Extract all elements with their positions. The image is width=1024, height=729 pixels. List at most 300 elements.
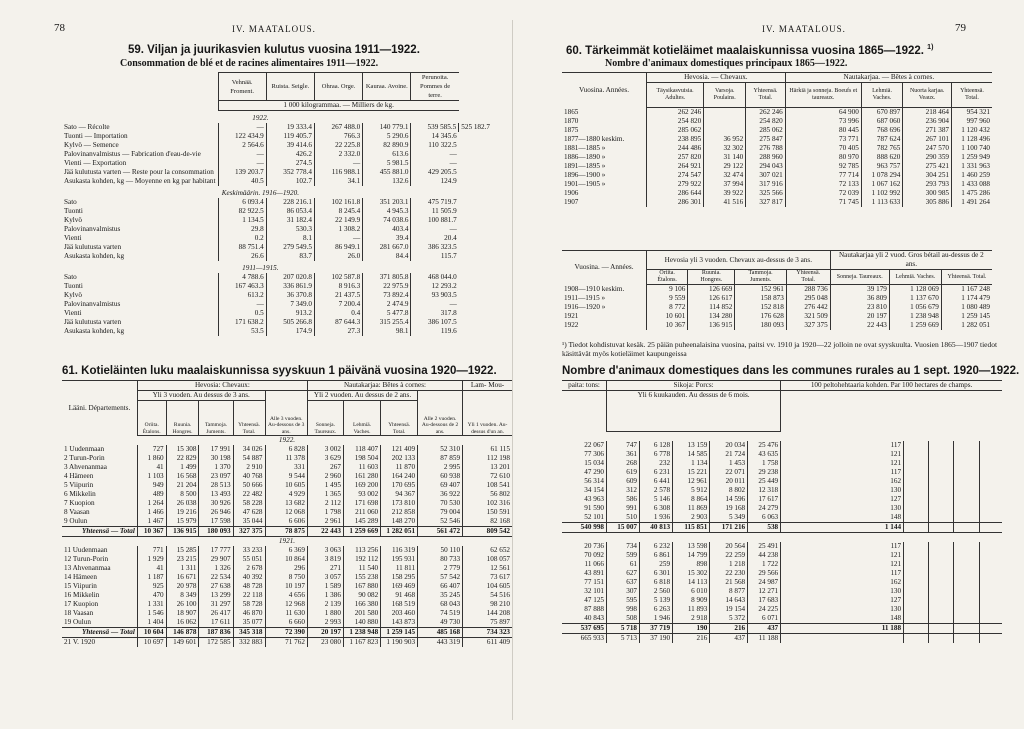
table-61b-value: 747 — [607, 441, 640, 450]
table-60-value: 29 122 — [704, 162, 746, 171]
table-61b-total-value — [929, 522, 954, 532]
table-61b-header-sheep: paita: tons: — [562, 381, 607, 391]
table-60-value — [704, 126, 746, 135]
table-61b-value — [929, 441, 954, 450]
table-61b-value: 20 736 — [584, 541, 604, 550]
table-61-value: 11 540 — [343, 564, 380, 573]
table-60-value: 274 547 — [647, 171, 704, 180]
table-61b-value — [929, 450, 954, 459]
table-61b-total-value: 538 — [748, 522, 781, 532]
row-name: Hämeen — [69, 472, 94, 480]
table-59-value: 5 290.6 — [363, 132, 411, 141]
table-61b-value: 437 — [710, 633, 748, 643]
table-61-total-value: 78 875 — [265, 527, 307, 537]
table-59-value: 351 203.1 — [363, 198, 411, 207]
table-61-row-label — [62, 564, 137, 573]
table-61b-value — [929, 587, 954, 596]
table-61b-value: 22 067 — [584, 440, 604, 449]
table-61b-total-value: 216 — [710, 623, 748, 633]
table-61-value: 150 591 — [463, 508, 512, 517]
table-61-value: 56 802 — [463, 490, 512, 499]
table-61-value: 203 460 — [381, 609, 418, 618]
table-61b-value: 5 713 — [607, 633, 640, 643]
table-61b-total-row — [562, 522, 1002, 532]
table-61-value: 1 404 — [137, 618, 166, 628]
table-61b-value: 216 — [673, 633, 710, 643]
table-61-value: 26 417 — [199, 609, 233, 618]
table-61-total-value: 187 836 — [199, 628, 233, 638]
table-61-row-label — [62, 573, 137, 582]
page-number-left: 78 — [54, 22, 65, 34]
table-61-header-blank — [418, 391, 463, 401]
table-61-value: 1 365 — [307, 490, 343, 499]
table-61-value: 4 929 — [265, 490, 307, 499]
table-61-value: 40 768 — [233, 472, 265, 481]
row-number: 5 — [64, 481, 70, 489]
table-61-value: 71 762 — [265, 638, 307, 648]
table-60-col-header: Lehmiä. Vaches. — [861, 83, 902, 108]
table-60-value: 247 570 — [903, 144, 952, 153]
table-60b-value: 1 137 670 — [889, 294, 941, 303]
table-61-row — [62, 564, 512, 573]
table-61-value: 1 326 — [199, 564, 233, 573]
row-number: 11 — [64, 546, 73, 554]
table-59-value: 82 922.5 — [218, 207, 266, 216]
table-61-total-value: 1 259 669 — [343, 527, 380, 537]
row-name: Ahvenanmaa — [72, 564, 111, 572]
table-61b-value: 117 — [781, 468, 904, 477]
table-61b-value — [979, 587, 1002, 596]
table-60b-value: 152 818 — [735, 303, 787, 312]
table-61b-row — [562, 477, 1002, 486]
table-61-value: 1 311 — [166, 564, 199, 573]
table-61-value: 1 546 — [137, 609, 166, 618]
table-61-value: 2 678 — [233, 564, 265, 573]
row-number: 13 — [64, 564, 73, 572]
table-61b-value — [929, 551, 954, 560]
table-61b-value: 12 271 — [748, 587, 781, 596]
table-59-value: 613.2 — [218, 291, 266, 300]
table-60b-value: 20 197 — [830, 312, 889, 321]
table-61-sub-label: Yhteensä. Total. — [381, 401, 418, 436]
table-61-value: 74 519 — [418, 609, 463, 618]
table-61-total-value: 809 542 — [463, 527, 512, 537]
table-60-value: 73 771 — [785, 135, 861, 144]
table-61-value: 13 682 — [265, 499, 307, 508]
table-60-value — [704, 117, 746, 126]
table-61-value: 23 097 — [199, 472, 233, 481]
row-name: Ahvenanmaa — [69, 463, 107, 471]
table-59-value: 7 200.4 — [314, 300, 362, 309]
table-59-value: 110 322.5 — [411, 141, 459, 150]
table-61b-value: 2 560 — [640, 587, 673, 596]
table-61-value: 1 499 — [166, 463, 199, 472]
table-59-row — [62, 177, 492, 186]
table-61b-value: 29 238 — [748, 468, 781, 477]
table-59-unit-blank — [62, 101, 218, 111]
table-61b-value: 56 314 — [584, 476, 604, 485]
table-59-row-label: Asukasta kohden, kg — Moyenne en kg par habitant — [64, 177, 216, 185]
table-61-row-label — [62, 499, 137, 508]
table-61b-row — [562, 495, 1002, 504]
table-61-value: 41 — [137, 463, 166, 472]
table-59-row-label: Vienti — [64, 234, 82, 242]
table-59-value: 22 149.9 — [314, 216, 362, 225]
table-61-value: 140 880 — [343, 618, 380, 628]
table-61-total-value: 146 878 — [166, 628, 199, 638]
table-61b-value — [979, 578, 1002, 587]
table-60-row-label — [562, 171, 647, 180]
table-61-value: 91 468 — [381, 591, 418, 600]
table-61-row-label — [62, 618, 137, 628]
table-61b-value — [904, 441, 929, 450]
table-61b-total-value — [954, 623, 979, 633]
table-59-value: 115.7 — [411, 252, 459, 261]
table-60-value: 1 259 949 — [952, 153, 993, 162]
table-59-section-label-cell: Keskimäärin. 1916—1920. — [221, 189, 299, 197]
table-61-value: 13 493 — [199, 490, 233, 499]
table-61b-total-value: 540 998 — [562, 522, 607, 532]
table-59-value: 0.2 — [218, 234, 266, 243]
table-60-value: 275 847 — [746, 135, 786, 144]
table-59-row — [62, 234, 492, 243]
table-60-header-1 — [562, 73, 992, 83]
table-59-value: 139 203.7 — [218, 168, 266, 177]
table-61b-value — [929, 504, 954, 513]
year: 1901—1905 — [564, 180, 600, 188]
table-61-row — [62, 582, 512, 591]
table-60b-value: 23 810 — [830, 303, 889, 312]
table-61-value: 54 516 — [463, 591, 512, 600]
table-61-value: 192 112 — [343, 555, 380, 564]
table-61-sub-label: Sonneja. Taureaux. — [307, 401, 343, 436]
table-60-row-label — [562, 126, 647, 135]
table-61b-value — [904, 477, 929, 486]
table-60-value: 262 246 — [647, 108, 704, 118]
year: 1906 — [564, 189, 579, 197]
table-59-value: — — [411, 150, 459, 159]
table-61b-value: 586 — [607, 495, 640, 504]
table-60b-col-header: Sonneja. Taureaux. — [830, 270, 889, 285]
table-59-value: 317.8 — [411, 309, 459, 318]
table-60-row — [562, 108, 992, 118]
table-59-value: 8 916.3 — [314, 282, 362, 291]
table-61-value: 35 245 — [418, 591, 463, 600]
table-61-value: 10 697 — [137, 638, 166, 648]
table-59-value: 26.0 — [314, 252, 362, 261]
table-60-value: 288 960 — [746, 153, 786, 162]
table-59-value: 525 182.7 — [459, 123, 492, 132]
table-60b-value: 276 442 — [786, 303, 830, 312]
table-59-row-label: Sato — [64, 198, 77, 206]
table-61b-value — [979, 441, 1002, 450]
table-61b-value: 6 861 — [640, 551, 673, 560]
table-59-unit: 1 000 kilogrammaa. — Milliers de kg. — [218, 101, 459, 111]
table-61b-value: 37 190 — [640, 633, 673, 643]
table-59-row-label: Kylvö — [64, 216, 82, 224]
table-60-value: 317 916 — [746, 180, 786, 189]
table-59-value: 36 370.8 — [266, 291, 314, 300]
table-60-col-header: Yhteensä. Total. — [952, 83, 993, 108]
table-61b-value — [929, 596, 954, 605]
table-59-row-label: Asukasta kohden, kg — [64, 327, 125, 335]
table-59-row — [62, 123, 492, 132]
table-60-row — [562, 180, 992, 189]
table-61b-value — [929, 569, 954, 578]
table-61-value: 30 926 — [199, 499, 233, 508]
table-61b-value: 77 306 — [584, 449, 604, 458]
table-61-value: 10 197 — [265, 582, 307, 591]
table-59-value: 87 644.3 — [314, 318, 362, 327]
table-61-title: 61. Kotieläinten luku maalaiskunnissa syyskuun 1 päivänä vuosina 1920—1922. — [62, 365, 497, 377]
table-60-value: 71 745 — [785, 198, 861, 207]
table-60-value: 32 302 — [704, 144, 746, 153]
table-59-row — [62, 159, 492, 168]
table-60b-row-label — [562, 303, 647, 312]
table-60-value: 238 895 — [647, 135, 704, 144]
table-61-year-label: 1922. — [278, 436, 296, 444]
table-61-row — [62, 546, 512, 555]
table-59-value: 2 474.9 — [363, 300, 411, 309]
table-60b-value: 1 167 248 — [941, 285, 992, 295]
table-61-value: 15 979 — [166, 517, 199, 527]
table-60b-value: 8 772 — [647, 303, 688, 312]
table-61b-value: 130 — [781, 486, 904, 495]
table-61-value: 1 190 903 — [381, 638, 418, 648]
row-number: 21 — [64, 638, 73, 646]
table-61-value: 1 880 — [307, 609, 343, 618]
table-60-value: 92 785 — [785, 162, 861, 171]
table-61b-row — [562, 587, 1002, 596]
table-61b-value: 1 946 — [640, 614, 673, 624]
table-61-value: 79 004 — [418, 508, 463, 517]
table-61-value: 2 139 — [307, 600, 343, 609]
table-60b-row — [562, 285, 992, 295]
table-60-value: 286 644 — [647, 189, 704, 198]
row-number: 18 — [64, 609, 73, 617]
table-60b-value: 176 628 — [735, 312, 787, 321]
table-61b-value — [954, 578, 979, 587]
table-61b-value — [979, 633, 1002, 643]
table-61-value: 443 319 — [418, 638, 463, 648]
running-head-left: IV. MAATALOUS. — [232, 24, 316, 34]
table-59-value: 39 414.6 — [266, 141, 314, 150]
table-61-1920-row — [62, 638, 512, 648]
year: 1907 — [564, 198, 579, 206]
table-61-row-label — [62, 517, 137, 527]
table-60b-value: 180 093 — [735, 321, 787, 330]
table-61-value: 3 629 — [307, 454, 343, 463]
table-61b-value: 8 909 — [673, 596, 710, 605]
table-61b-value: 6 231 — [640, 468, 673, 477]
table-61b-total-row — [562, 623, 1002, 633]
table-59-title: 59. Viljan ja juurikasvien kulutus vuosina 1911—1922. — [128, 44, 420, 56]
table-61b-value: 87 888 — [584, 604, 604, 613]
table-61-value: 98 210 — [463, 600, 512, 609]
table-61b-total-value: 171 216 — [710, 522, 748, 532]
table-61b-value — [979, 596, 1002, 605]
table-61-value: 1 495 — [307, 481, 343, 490]
table-61b-value — [904, 450, 929, 459]
table-61b-value: 25 491 — [748, 542, 781, 551]
table-60-value: 70 405 — [785, 144, 861, 153]
table-61b-value: 665 933 — [580, 633, 604, 642]
table-59-row-label: Sato — Récolte — [64, 123, 110, 131]
table-60b-value: 1 080 489 — [941, 303, 992, 312]
table-60b-row — [562, 303, 992, 312]
table-60-row — [562, 171, 992, 180]
table-61-value: 108 541 — [463, 481, 512, 490]
table-61-value: 50 110 — [418, 546, 463, 555]
table-61-value: 80 733 — [418, 555, 463, 564]
table-60-value — [704, 108, 746, 118]
table-60-row-label — [562, 189, 647, 198]
table-61-value: 727 — [137, 445, 166, 454]
table-61b-value: 259 — [640, 560, 673, 569]
table-59-row — [62, 216, 492, 225]
page-gutter — [512, 20, 513, 720]
table-61-row-label — [62, 591, 137, 600]
table-61-value: 1 331 — [137, 600, 166, 609]
table-61-value: 87 859 — [418, 454, 463, 463]
table-61b-value: 8 864 — [673, 495, 710, 504]
table-59-value: 40.5 — [218, 177, 266, 186]
table-59-row-label: Jää kulutusta varten — Reste pour la consommation — [64, 168, 214, 176]
table-61-value: 12 068 — [265, 508, 307, 517]
table-59-value: 167 463.3 — [218, 282, 266, 291]
table-61-value: 36 922 — [418, 490, 463, 499]
table-61b-value — [954, 542, 979, 551]
table-61b-value — [979, 605, 1002, 614]
table-61b-value: 8 802 — [710, 486, 748, 495]
table-61-value: 1 167 823 — [343, 638, 380, 648]
table-61-value: 331 — [265, 463, 307, 472]
table-60-col-header: Varsoja. Poulains. — [704, 83, 746, 108]
table-61-row — [62, 490, 512, 499]
table-59-value: 27.3 — [314, 327, 362, 336]
table-61-sub-label: Alle 2 vuoden. Au-dessous de 2 ans. — [418, 401, 463, 436]
table-61-value: 35 044 — [233, 517, 265, 527]
year-qualifier: » — [599, 294, 606, 302]
table-59-value: — — [218, 159, 266, 168]
table-61-1920-label — [62, 638, 137, 648]
table-61-total-value: 10 604 — [137, 628, 166, 638]
table-60b-header-cattle: Nautakarjaa yli 2 vuod. Gros bétail au-dessus de 2 ans. — [830, 251, 992, 270]
year: 1865 — [564, 107, 579, 116]
table-61b-total-value — [979, 522, 1002, 532]
table-60-col-header: Härkiä ja sonneja. Boeufs et taureaux. — [785, 83, 861, 108]
table-61-total-value: 136 915 — [166, 527, 199, 537]
table-60-value: 73 996 — [785, 117, 861, 126]
table-61b-value: 11 869 — [673, 504, 710, 513]
table-61-value: 93 002 — [343, 490, 380, 499]
table-61b-value: 162 — [781, 578, 904, 587]
table-61b-value: 508 — [607, 614, 640, 624]
table-59-row-label: Tuonti — [64, 207, 83, 215]
table-61b-value: 29 566 — [748, 569, 781, 578]
table-60b-value: 1 259 145 — [941, 312, 992, 321]
table-61b-value: 13 159 — [673, 441, 710, 450]
table-61-value: 20 978 — [166, 582, 199, 591]
table-61b-total-value — [979, 623, 1002, 633]
row-number: 14 — [64, 573, 73, 581]
table-61b-value — [979, 513, 1002, 523]
table-61b-total-value — [904, 522, 929, 532]
table-61-total-value: 734 323 — [463, 628, 512, 638]
table-61-value: 332 883 — [233, 638, 265, 648]
table-59-value: 539 585.5 — [411, 123, 459, 132]
table-60-value: 888 620 — [861, 153, 902, 162]
table-59-header — [62, 73, 492, 101]
table-59-value: 132.6 — [363, 177, 411, 186]
table-61-row — [62, 454, 512, 463]
table-61b-value: 268 — [607, 459, 640, 468]
table-61b-total-value: 190 — [673, 623, 710, 633]
table-61-row — [62, 591, 512, 600]
table-60-value: 1 433 088 — [952, 180, 993, 189]
table-61-value: 198 504 — [343, 454, 380, 463]
table-61b-value: 6 071 — [748, 614, 781, 624]
table-61-value: 4 656 — [265, 591, 307, 600]
table-61b-value: 14 643 — [710, 596, 748, 605]
table-61b-value — [954, 513, 979, 523]
table-60b-value: 288 736 — [786, 285, 830, 295]
table-61b-value: 25 449 — [748, 477, 781, 486]
table-61b-value — [929, 614, 954, 624]
table-59-value: 26.6 — [218, 252, 266, 261]
table-60-value: 293 793 — [903, 180, 952, 189]
table-60b-col-header: Tammoja. Juments. — [735, 270, 787, 285]
table-60b-row — [562, 321, 992, 330]
table-61b-value: 121 — [781, 450, 904, 459]
table-61-value: 2 960 — [307, 472, 343, 481]
table-59-value: 119.6 — [411, 327, 459, 336]
table-60-value: 39 922 — [704, 189, 746, 198]
table-61-row — [62, 499, 512, 508]
table-61-value: 2 993 — [307, 618, 343, 628]
table-61b-value: 5 146 — [640, 495, 673, 504]
table-61b-value: 6 063 — [748, 513, 781, 523]
table-61-value: 17 991 — [199, 445, 233, 454]
table-60-value: 1 113 633 — [861, 198, 902, 207]
table-61b-value: 130 — [781, 504, 904, 513]
table-59-value: 12 293.2 — [411, 282, 459, 291]
table-60b-row — [562, 294, 992, 303]
table-60b-col-header: Lehmiä. Vaches. — [889, 270, 941, 285]
year: 1916—1920 — [564, 303, 600, 311]
table-59-value: 505 266.8 — [266, 318, 314, 327]
table-61-value: 23 080 — [307, 638, 343, 648]
table-60-header-cattle: Nautakarjaa. — Bêtes à cornes. — [785, 73, 992, 83]
table-60-col-header: Yhteensä. Total. — [746, 83, 786, 108]
table-61-value: 70 530 — [418, 499, 463, 508]
year-qualifier: » — [599, 171, 606, 179]
table-61b-value: 121 — [781, 459, 904, 468]
table-61b-value — [904, 560, 929, 569]
table-59-value: 124.9 — [411, 177, 459, 186]
table-61-value: 173 810 — [381, 499, 418, 508]
table-60b-value: 295 048 — [786, 294, 830, 303]
table-61-value: 112 198 — [463, 454, 512, 463]
table-60b-col-header: Yhteensä. Total. — [786, 270, 830, 285]
row-number: 1 — [64, 445, 70, 453]
table-61-value: 34 026 — [233, 445, 265, 454]
table-60-value: 275 421 — [903, 162, 952, 171]
table-61b-value — [954, 587, 979, 596]
table-60-row — [562, 153, 992, 162]
table-61-value: 29 907 — [199, 555, 233, 564]
table-59-value: 102.7 — [266, 177, 314, 186]
